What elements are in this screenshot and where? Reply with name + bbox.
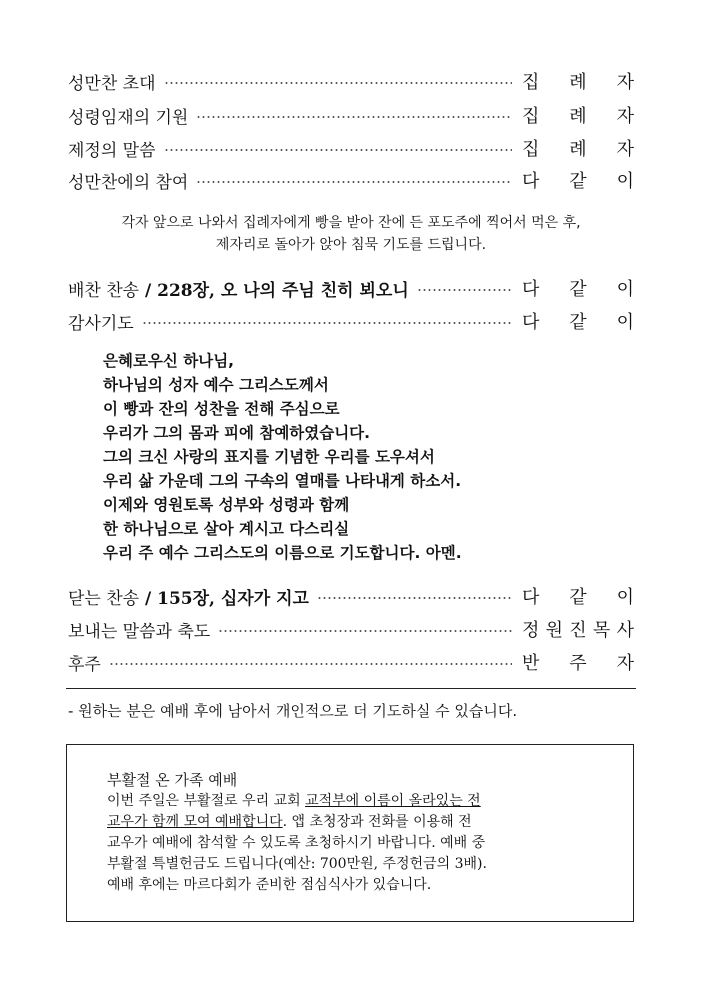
prayer-line: 한 하나님으로 살아 계시고 다스리실 — [103, 520, 350, 538]
prayer-line: 우리 삶 가운데 그의 구속의 열매를 나타내게 하소서. — [103, 472, 462, 490]
prayer-line: 이 빵과 잔의 성찬을 전해 주심으로 — [103, 400, 340, 418]
prayer-line: 은혜로우신 하나님, — [103, 352, 235, 370]
order-label: 후주 — [68, 654, 101, 675]
leader-dots — [317, 597, 512, 599]
leader-dots — [417, 289, 512, 291]
hymn-title: / 228장, 오 나의 주님 친히 뵈오니 — [139, 280, 409, 301]
order-leader: 집 례 자 — [522, 72, 634, 93]
order-row-distribution-hymn — [68, 275, 634, 301]
order-label: 성만찬에의 참여 — [68, 172, 189, 193]
divider — [66, 688, 636, 689]
thanksgiving-prayer — [103, 349, 462, 565]
notice-line: 부활절 특별헌금도 드립니다(예산: 700만원, 주정헌금의 3배). — [107, 856, 487, 872]
order-leader: 다 같 이 — [522, 587, 634, 608]
order-label: 보내는 말씀과 축도 — [68, 621, 211, 642]
order-leader: 다 같 이 — [522, 171, 634, 192]
order-label: 성령임재의 기원 — [68, 107, 189, 128]
prayer-footnote: - 원하는 분은 예배 후에 남아서 개인적으로 더 기도하실 수 있습니다. — [68, 702, 518, 720]
order-leader: 집 례 자 — [522, 106, 634, 127]
order-label: 성만찬 초대 — [68, 73, 156, 94]
order-row-thanksgiving — [68, 308, 634, 334]
order-label: 닫는 찬송 / 155장, 십자가 지고 — [68, 588, 309, 609]
notice-line: 교우가 예배에 참석할 수 있도록 초청하시기 바랍니다. 예배 중 — [107, 835, 486, 851]
order-row-communion-invitation — [68, 68, 634, 94]
leader-dots — [164, 82, 512, 84]
notice-line: 교우가 함께 모여 예배합니다. 앱 초청장과 전화를 이용해 전 — [107, 814, 472, 830]
notice-line: 예배 후에는 마르다회가 준비한 점심식사가 있습니다. — [107, 877, 432, 893]
leader-dots — [164, 149, 512, 151]
order-label: 감사기도 — [68, 313, 134, 334]
order-leader: 다 같 이 — [522, 312, 634, 333]
notice-body — [107, 791, 619, 896]
communion-instruction: 각자 앞으로 나와서 집례자에게 빵을 받아 잔에 든 포도주에 찍어서 먹은 후, 제자리로 돌아가 앉아 침묵 기도를 드립니다. — [121, 215, 581, 253]
leader-dots — [142, 322, 512, 324]
notice-line: 이번 주일은 부활절로 우리 교회 교적부에 이름이 올라있는 전 — [107, 793, 481, 809]
prayer-line: 그의 크신 사랑의 표지를 기념한 우리를 도우셔서 — [103, 448, 435, 466]
prayer-line: 우리 주 예수 그리스도의 이름으로 기도합니다. 아멘. — [103, 544, 462, 562]
easter-notice-box — [66, 744, 634, 922]
order-row-benediction — [68, 616, 634, 642]
notice-title: 부활절 온 가족 예배 — [107, 771, 238, 789]
order-row-postlude — [68, 649, 634, 675]
order-row-words-of-institution — [68, 135, 634, 161]
prayer-line: 우리가 그의 몸과 피에 참예하였습니다. — [103, 424, 371, 442]
order-row-epiclesis — [68, 102, 634, 128]
order-label: 배찬 찬송 / 228장, 오 나의 주님 친히 뵈오니 — [68, 280, 409, 301]
order-label: 제정의 말씀 — [68, 140, 156, 161]
leader-dots — [196, 181, 512, 183]
prayer-line: 이제와 영원토록 성부와 성령과 함께 — [103, 496, 350, 514]
order-leader: 집 례 자 — [522, 139, 634, 160]
order-row-communion-participation — [68, 167, 634, 193]
leader-dots — [109, 663, 512, 665]
leader-dots — [218, 630, 512, 632]
order-leader: 정 원 진 목 사 — [522, 620, 634, 641]
leader-dots — [196, 116, 512, 118]
hymn-title: / 155장, 십자가 지고 — [139, 588, 309, 609]
order-leader: 다 같 이 — [522, 279, 634, 300]
order-leader: 반 주 자 — [522, 653, 634, 674]
order-row-closing-hymn — [68, 583, 634, 609]
prayer-line: 하나님의 성자 예수 그리스도께서 — [103, 376, 329, 394]
